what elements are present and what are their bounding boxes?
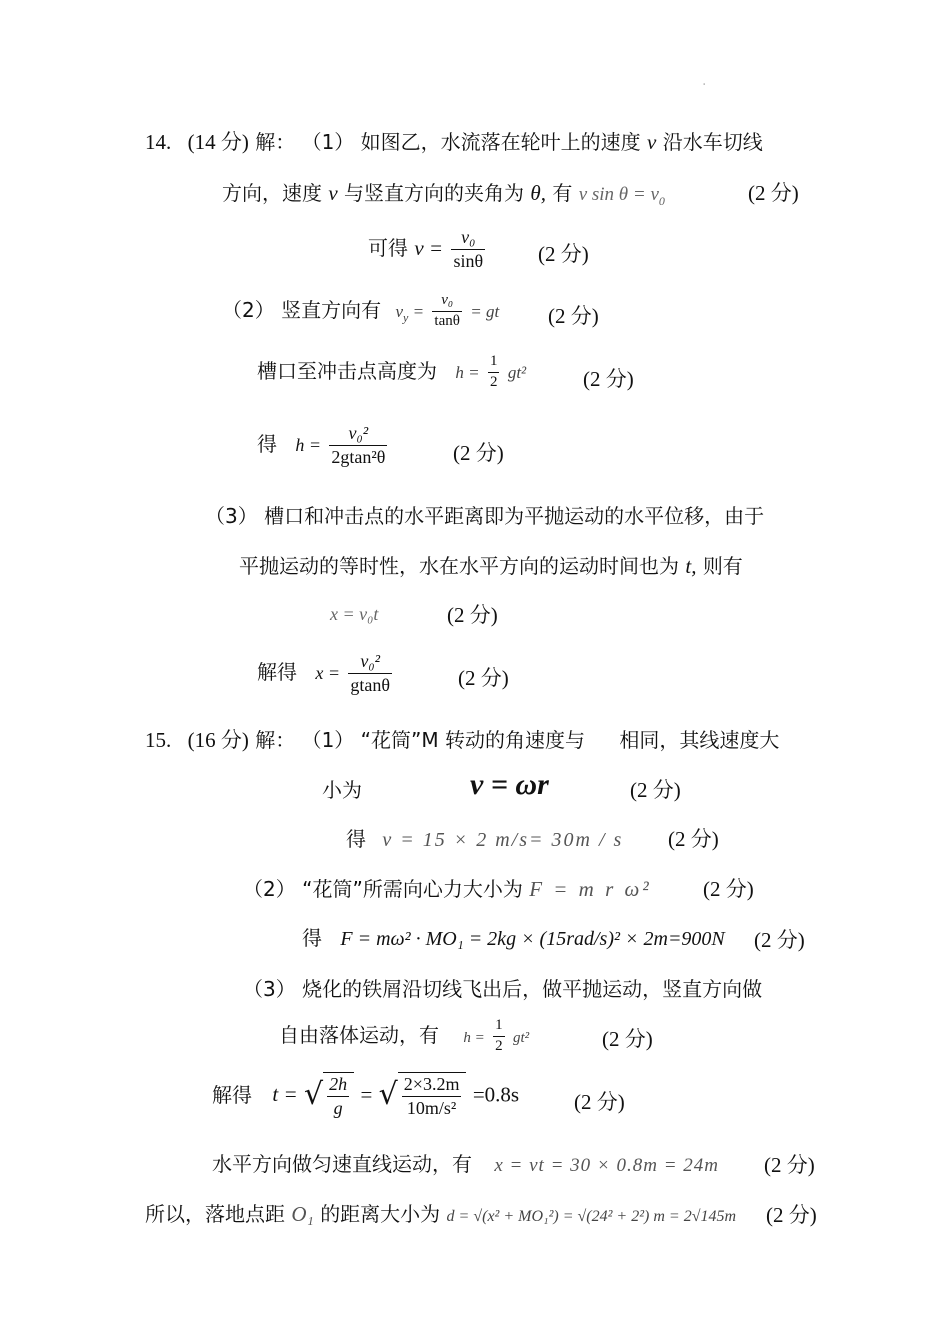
q14-score-6: (2 分): [447, 603, 498, 627]
q14-h2-fraction: $\frac{\text{v₀²}}{\text{2gtan²θ}}$: [331, 423, 386, 467]
q14-number: 14.: [145, 130, 172, 154]
q14-result-v: [368, 228, 487, 271]
q15-score-5: (2 分): [602, 1027, 653, 1051]
q15-p3-text2: 自由落体运动，有: [279, 1022, 439, 1047]
q14-p1-v: v: [647, 130, 657, 154]
q15-final-o: O₁: [291, 1202, 314, 1226]
q14-p1-text-b: 沿水车切线: [662, 130, 763, 154]
q15-h-fraction: $\frac{1}{2}$: [495, 1017, 503, 1054]
q15-final-text-a: 所以，落地点距: [145, 1202, 285, 1226]
q15-h-rhs: gt²: [512, 1029, 530, 1046]
q14-p3-t: t,: [685, 554, 697, 578]
q15-x-formula: x = vt = 30 × 0.8m = 24m: [494, 1155, 719, 1176]
q15-v-result: v = 15 × 2 m/s= 30m / s: [382, 829, 624, 851]
q14-x-lhs: x =: [315, 662, 340, 683]
q14-score-4: (2 分): [583, 367, 634, 391]
q14-score-1: (2 分): [748, 181, 799, 205]
q14-solve-label: 解得: [257, 659, 297, 684]
q15-p2-line-1: [243, 879, 652, 900]
q15-horiz-text: 水平方向做匀速直线运动，有: [212, 1152, 472, 1176]
q14-vy-fraction: $\frac{\text{v₀}}{\tan\theta}$: [434, 292, 460, 329]
q15-line-1: [145, 730, 779, 751]
q14-line-1: [145, 132, 763, 153]
q14-score-5: (2 分): [453, 441, 504, 465]
q15-p3-label: （3）: [243, 977, 296, 1001]
q14-p3-text2-b: 则有: [702, 554, 743, 578]
q15-t-lhs: t =: [272, 1082, 298, 1107]
q15-score-7: (2 分): [764, 1153, 815, 1177]
q14-vy-rhs: = gt: [470, 301, 500, 321]
q14-formula-vsin: v $\sin \theta = v_0$: [578, 184, 665, 208]
q14-vy-formula: $v_y$ =: [395, 301, 425, 325]
q15-d-formula: d = √(x² + MO₁²) = √(24² + 2²) m = 2√145m: [446, 1208, 737, 1225]
q14-score: (14 分): [187, 130, 249, 154]
q15-f-result: F = mω² · MO₁ = 2kg × (15rad/s)² × 2m=900N: [340, 928, 725, 950]
q14-score-3: (2 分): [548, 304, 599, 328]
q14-p1-line2-a: 方向，速度: [222, 181, 322, 205]
watermark-dot: ·: [702, 77, 707, 93]
q14-result-lhs: v =: [414, 235, 444, 260]
q14-p2-label: （2）: [222, 297, 275, 322]
q14-p3-text2-a: 平抛运动的等时性，水在水平方向的运动时间也为: [239, 554, 679, 578]
q15-p3-line-4: [212, 1154, 719, 1175]
q15-get-label-2: 得: [302, 926, 322, 950]
q15-p3-text1: 烧化的铁屑沿切线飞出后，做平抛运动，竖直方向做: [302, 977, 763, 1001]
q15-p1-label: （1）: [301, 728, 355, 752]
q15-score-2: (2 分): [668, 827, 719, 851]
q15-score-8: (2 分): [766, 1203, 817, 1227]
q14-p1-line2-v: v: [328, 181, 338, 205]
q15-f-formula: F = m r ω²: [529, 877, 652, 901]
q14-p1-theta: θ,: [530, 181, 546, 205]
q14-intro: 解：: [255, 130, 296, 154]
q14-p3-text1: 槽口和冲击点的水平距离即为平抛运动的水平位移，由于: [264, 504, 765, 528]
q15-solve-label: 解得: [212, 1082, 252, 1107]
q15-t-eq: =: [360, 1082, 373, 1107]
q14-h-lhs: h =: [455, 362, 480, 382]
q15-p3-line-5: [145, 1204, 736, 1225]
q15-p2-label: （2）: [243, 877, 296, 901]
q15-p3-line-1: [243, 979, 762, 999]
q15-get-label-1: 得: [346, 827, 366, 851]
q15-h-lhs: h =: [463, 1029, 485, 1046]
q15-score: (16 分): [187, 728, 249, 752]
q15-t-rhs: =0.8s: [472, 1082, 520, 1107]
q14-x-fraction: $\frac{\text{v₀²}}{gtan\theta}$: [350, 651, 390, 695]
q14-p3-line-1: [205, 506, 764, 526]
q14-height-text: 槽口至冲击点高度为: [257, 358, 437, 383]
q14-h-rhs: gt²: [507, 362, 527, 382]
q15-intro: 解：: [255, 728, 296, 752]
q15-p1-line-3: [346, 829, 623, 850]
q14-result-label: 可得: [368, 235, 408, 260]
q15-p2-line-2: [302, 928, 725, 949]
q15-sqrt-1: √ $\frac{2h}{g}$: [304, 1072, 354, 1118]
q14-score-2: (2 分): [538, 242, 589, 266]
q14-h2-lhs: h =: [295, 434, 322, 455]
q14-p2-text: 竖直方向有: [281, 297, 382, 322]
q15-formula-big: v = ωr: [470, 768, 549, 801]
q15-p3-line-3: [212, 1072, 519, 1118]
q14-p3-label: （3）: [205, 504, 258, 528]
q14-p2-line-2: [257, 354, 526, 391]
q15-p1-text-a: “花筒”M 转动的角速度与: [360, 728, 586, 752]
q14-score-7: (2 分): [458, 666, 509, 690]
q14-p1-label: （1）: [301, 130, 355, 154]
q15-score-3: (2 分): [703, 877, 754, 901]
q14-p3-line-4: [257, 652, 394, 695]
q14-h-fraction: $\frac{1}{2}$: [489, 353, 498, 390]
q15-number: 15.: [145, 728, 172, 752]
q14-get-label: 得: [257, 431, 277, 456]
q15-score-4: (2 分): [754, 928, 805, 952]
q14-p2-line-1: [222, 293, 499, 330]
q15-final-text-b: 的距离大小为: [320, 1202, 441, 1226]
q14-x-formula: x = v₀t: [330, 604, 379, 624]
q15-score-1: (2 分): [630, 778, 681, 802]
q15-sqrt-2: √ $\frac{2\times 3.2m}{\text{10m/s²}}$: [379, 1072, 467, 1118]
q14-p2-line-3: [257, 424, 389, 467]
q15-score-6: (2 分): [574, 1090, 625, 1114]
q15-p2-text: “花筒”所需向心力大小为: [302, 877, 523, 901]
q15-p1-line-2: 小为: [322, 778, 362, 802]
q14-result-fraction: $\frac{\text{v₀}}{\sin\theta}$: [453, 227, 484, 271]
q14-line-2: [222, 183, 665, 207]
q15-p1-text-b: 相同，其线速度大: [619, 728, 780, 752]
q14-p1-line2-b: 与竖直方向的夹角为: [344, 181, 525, 205]
q14-p1-text-a: 如图乙，水流落在轮叶上的速度: [360, 130, 641, 154]
q15-p3-line-2: [279, 1018, 529, 1055]
q14-p3-line-2: [239, 556, 743, 577]
q14-p1-line2-c: 有: [552, 181, 573, 205]
